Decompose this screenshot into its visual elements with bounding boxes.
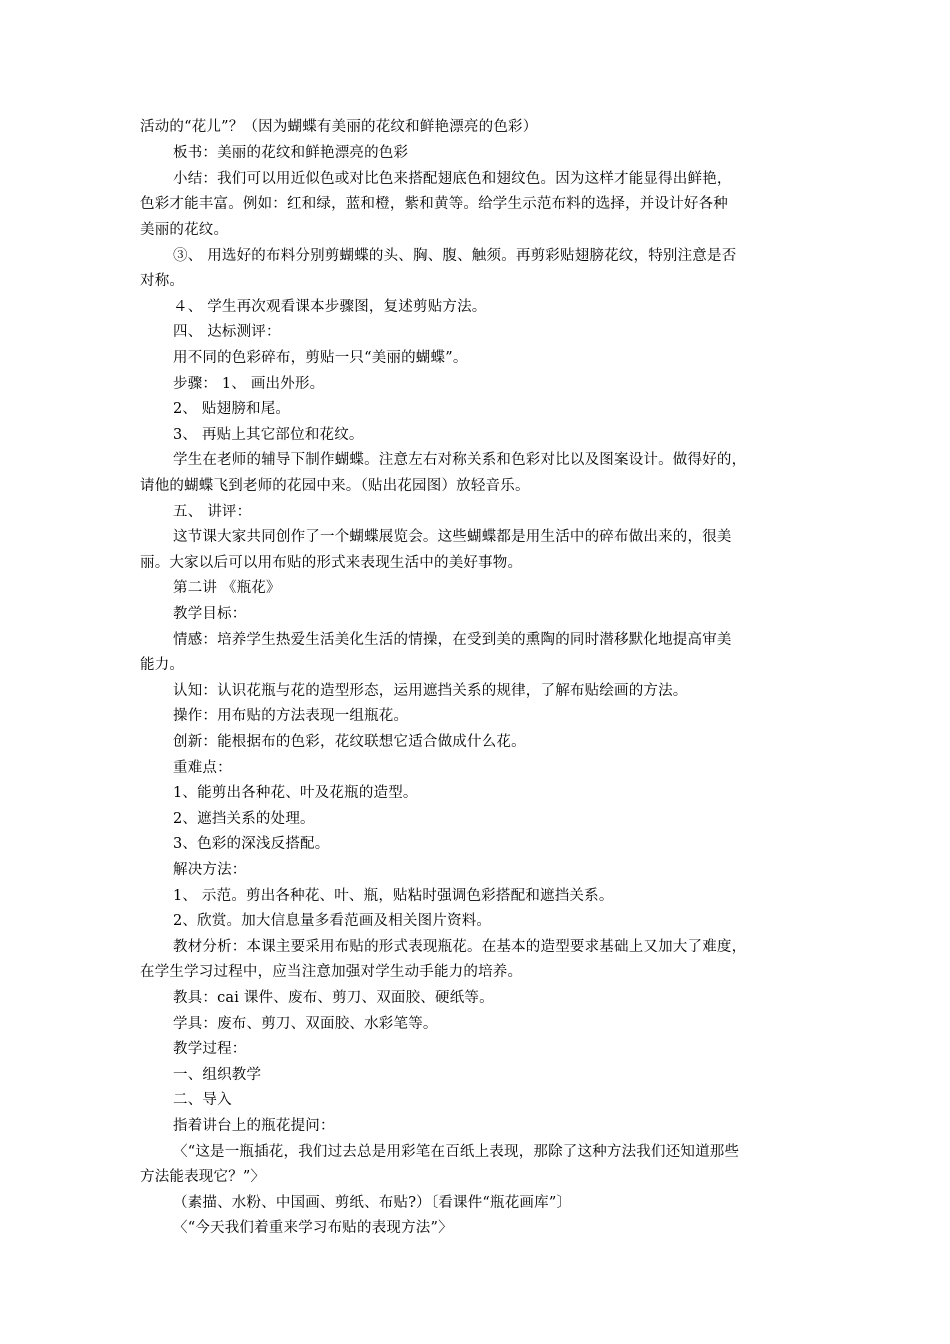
text-line: 四、 达标测评： [173, 324, 281, 340]
text-line: 步骤： 1、 画出外形。 [173, 376, 325, 392]
text-line: （素描、水粉、中国画、剪纸、布贴?）〔看课件“瓶花画库”〕 [173, 1195, 572, 1211]
text-line: 一、组织教学 [173, 1067, 262, 1083]
text-line: 指着讲台上的瓶花提问： [173, 1118, 335, 1134]
text-line: 请他的蝴蝶飞到老师的花园中来。（贴出花园图）放轻音乐。 [140, 478, 530, 494]
text-line: 用不同的色彩碎布，剪贴一只“美丽的蝴蝶”。 [173, 350, 468, 366]
text-line: 色彩才能丰富。例如：红和绿，蓝和橙，紫和黄等。给学生示范布料的选择，并设计好各种 [140, 196, 728, 212]
text-line: 〈“今天我们着重来学习布贴的表现方法”〉 [173, 1220, 453, 1236]
text-line: 小结：我们可以用近似色或对比色来搭配翅底色和翅纹色。因为这样才能显得出鲜艳， [173, 171, 732, 187]
text-line: 能力。 [140, 657, 185, 673]
text-line: 〈“这是一瓶插花，我们过去总是用彩笔在百纸上表现，那除了这种方法我们还知道那些 [173, 1144, 740, 1160]
text-line: 丽。大家以后可以用布贴的形式来表现生活中的美好事物。 [140, 555, 523, 571]
text-line: 对称。 [140, 273, 185, 289]
text-line: 方法能表现它？”〉 [140, 1169, 266, 1185]
text-line: 创新：能根据布的色彩，花纹联想它适合做成什么花。 [173, 734, 526, 750]
text-line: 2、 贴翅膀和尾。 [173, 401, 291, 417]
text-line: 五、 讲评： [173, 504, 252, 520]
text-line: 学生在老师的辅导下制作蝴蝶。注意左右对称关系和色彩对比以及图案设计。做得好的， [173, 452, 747, 468]
text-line: 这节课大家共同创作了一个蝴蝶展览会。这些蝴蝶都是用生活中的碎布做出来的，很美 [173, 529, 732, 545]
text-line: ③、 用选好的布料分别剪蝴蝶的头、胸、腹、触须。再剪彩贴翅膀花纹，特别注意是否 [173, 248, 737, 264]
text-line: 在学生学习过程中，应当注意加强对学生动手能力的培养。 [140, 964, 523, 980]
text-line: 2、欣赏。加大信息量多看范画及相关图片资料。 [173, 913, 492, 929]
text-line: 教材分析：本课主要采用布贴的形式表现瓶花。在基本的造型要求基础上又加大了难度， [173, 939, 747, 955]
text-line: 学具：废布、剪刀、双面胶、水彩笔等。 [173, 1016, 438, 1032]
text-line: 教学过程： [173, 1041, 247, 1057]
text-line: 教具：cai 课件、废布、剪刀、双面胶、硬纸等。 [173, 990, 494, 1006]
text-line: 操作：用布贴的方法表现一组瓶花。 [173, 708, 409, 724]
text-line: 情感：培养学生热爱生活美化生活的情操，在受到美的熏陶的同时潜移默化地提高审美 [173, 632, 732, 648]
text-line: 解决方法： [173, 862, 247, 878]
text-line: 二、导入 [173, 1092, 232, 1108]
text-line: 认知：认识花瓶与花的造型形态，运用遮挡关系的规律，了解布贴绘画的方法。 [173, 683, 688, 699]
text-line: ４、 学生再次观看课本步骤图，复述剪贴方法。 [173, 299, 487, 315]
text-line: 教学目标： [173, 606, 247, 622]
section-heading: 第二讲 《瓶花》 [173, 580, 281, 596]
text-line: 3、色彩的深浅反搭配。 [173, 836, 330, 852]
text-line: 3、 再贴上其它部位和花纹。 [173, 427, 364, 443]
text-line: 1、 示范。剪出各种花、叶、瓶，贴粘时强调色彩搭配和遮挡关系。 [173, 888, 614, 904]
text-line: 1、能剪出各种花、叶及花瓶的造型。 [173, 785, 418, 801]
text-line: 重难点： [173, 760, 232, 776]
text-line: 2、遮挡关系的处理。 [173, 811, 315, 827]
text-line: 板书：美丽的花纹和鲜艳漂亮的色彩 [173, 145, 409, 161]
text-line: 美丽的花纹。 [140, 222, 229, 238]
text-line: 活动的“花儿”？（因为蝴蝶有美丽的花纹和鲜艳漂亮的色彩） [140, 119, 538, 135]
